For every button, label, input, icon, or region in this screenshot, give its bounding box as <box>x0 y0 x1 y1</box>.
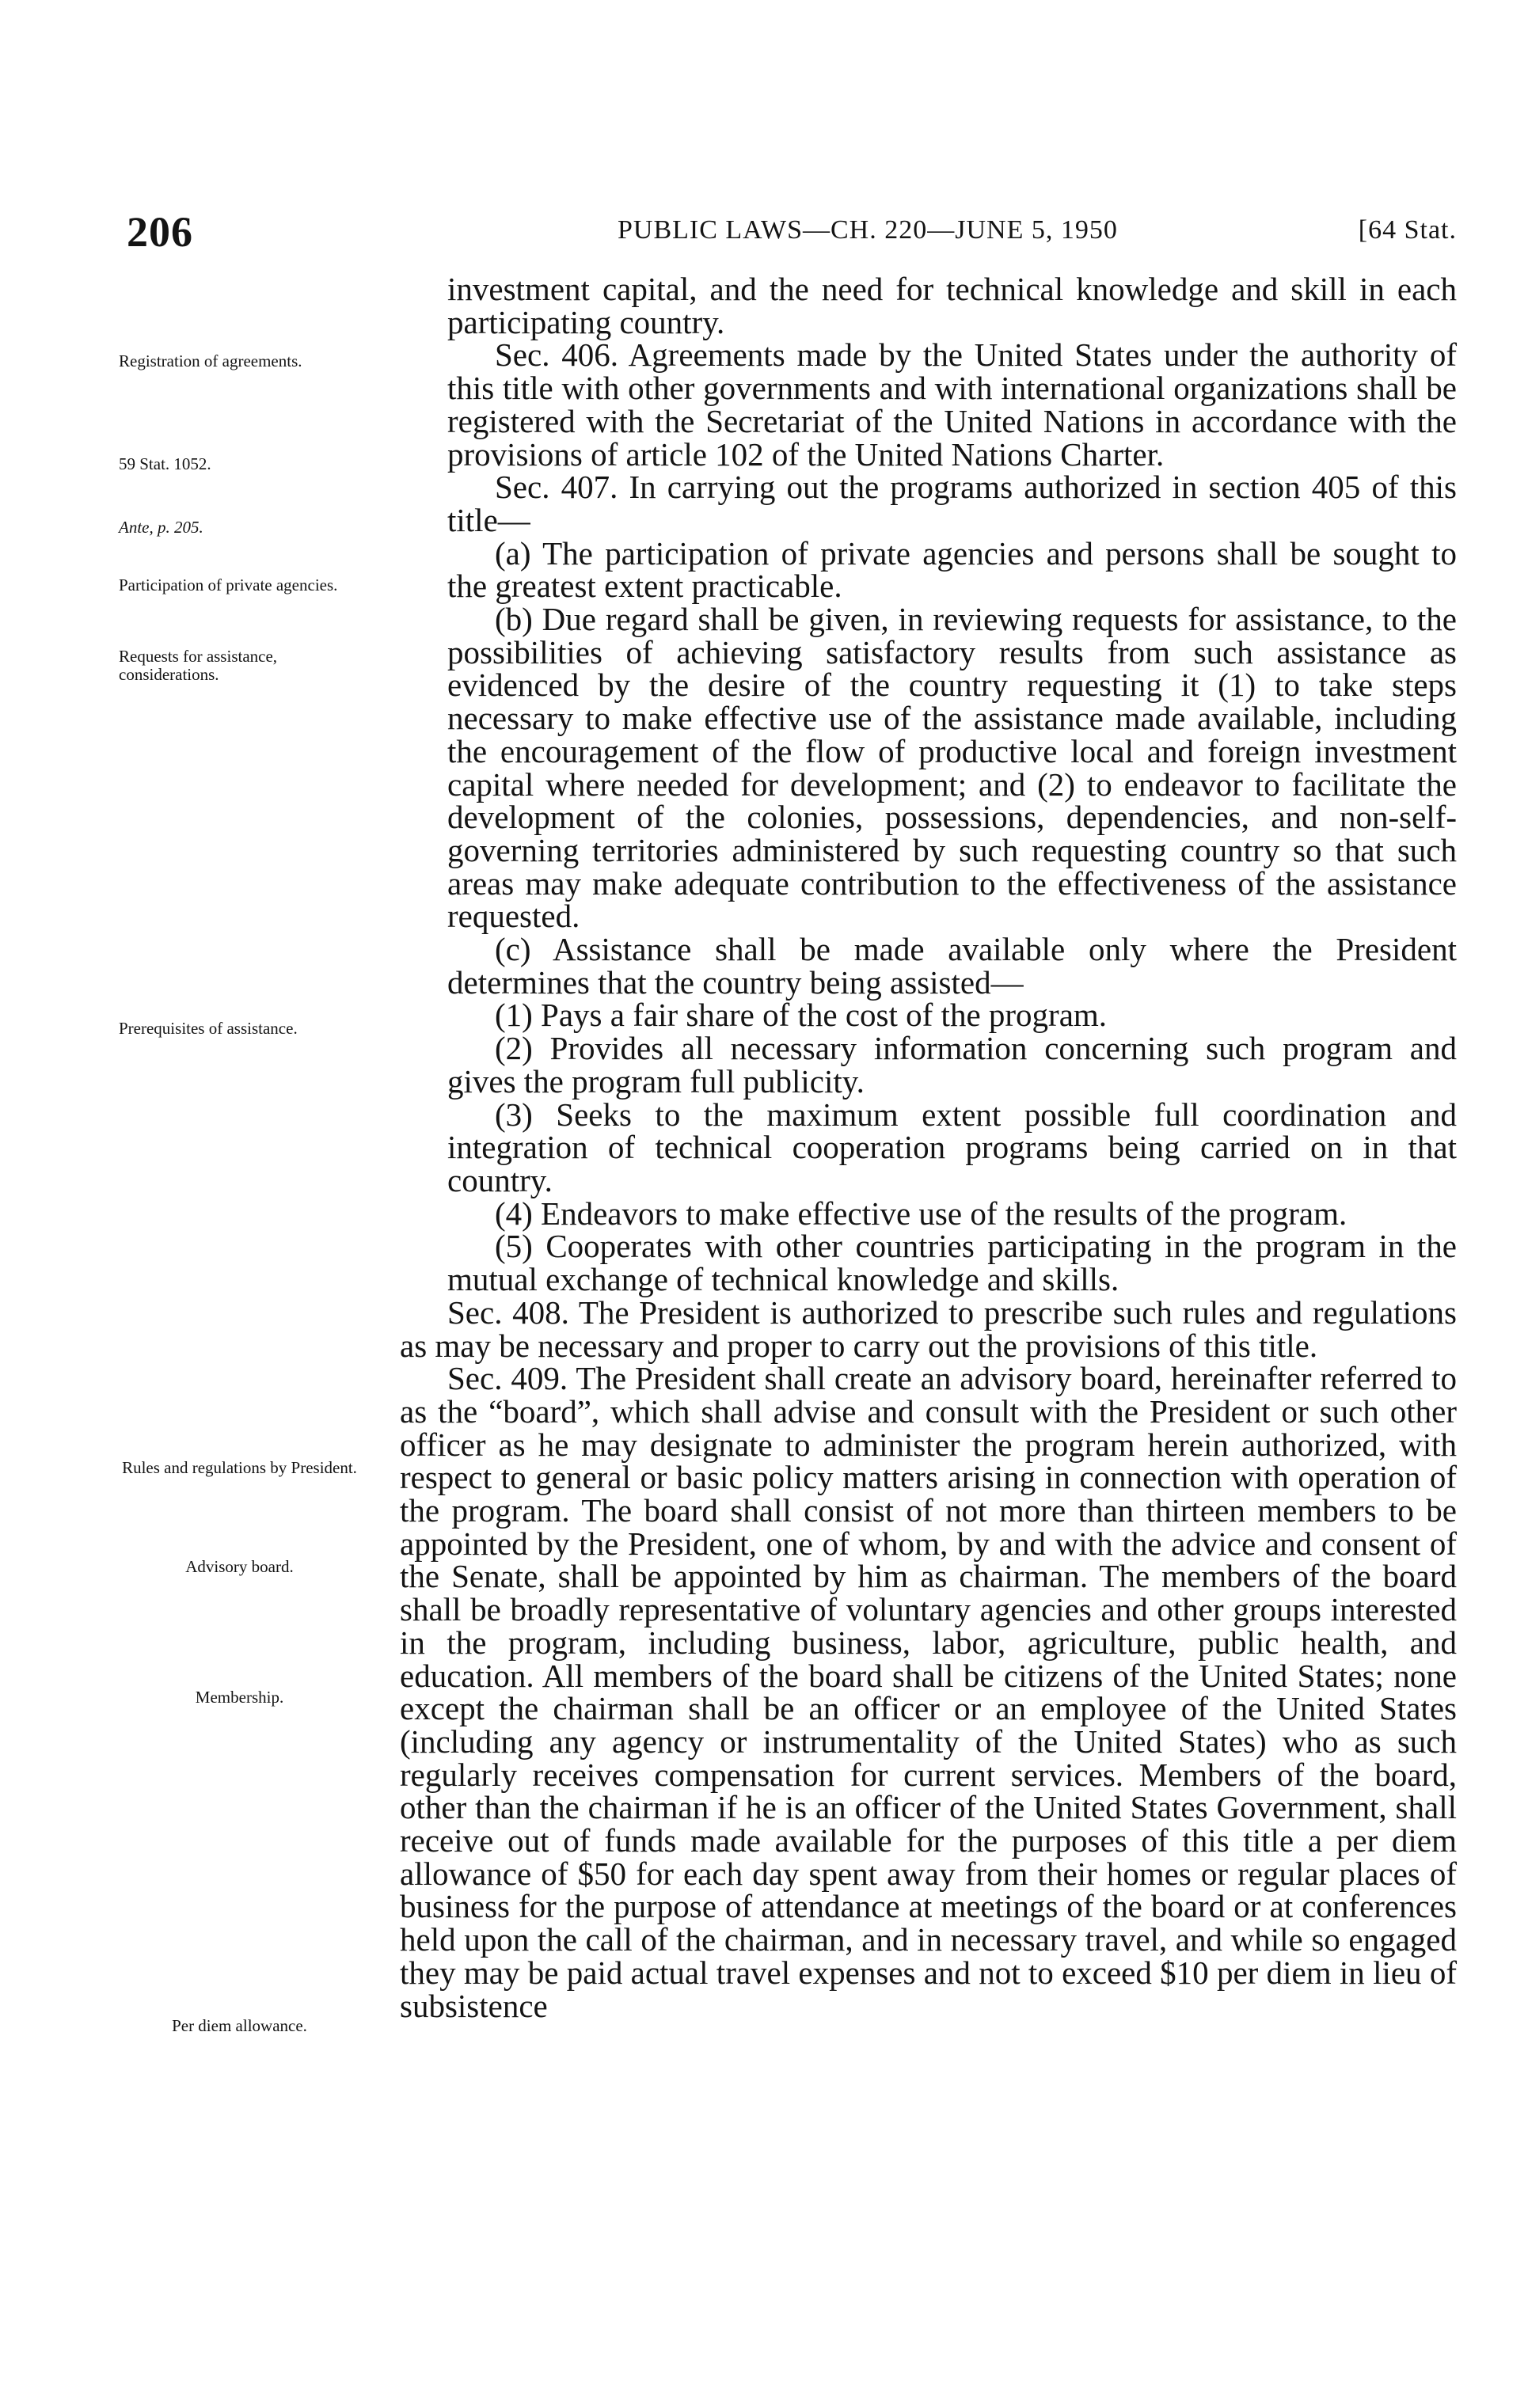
section-407-c-5: (5) Cooperates with other countries participating in the program in the mutual exchange of technical knowledge and skills. <box>447 1228 1457 1298</box>
margin-note-prerequisites: Prerequisites of assistance. <box>119 1019 298 1038</box>
section-407-c: (c) Assistance shall be made available only where the President determines that the country being assisted— <box>447 931 1457 1001</box>
margin-note-citation: 59 Stat. 1052. <box>119 454 211 473</box>
section-407-c-1: (1) Pays a fair share of the cost of the program. <box>495 997 1108 1034</box>
margin-note-membership: Membership. <box>195 1688 284 1707</box>
margin-note-ante: Ante, p. 205. <box>119 518 203 537</box>
margin-notes <box>119 0 360 2408</box>
running-head-title: PUBLIC LAWS—CH. 220—JUNE 5, 1950 <box>618 215 1118 245</box>
page-number: 206 <box>127 208 193 256</box>
section-409: Sec. 409. The President shall create an advisory board, hereinafter referred to as the “board”, which shall advise and consult with the President or such other officer as he may designate to administer the program herein authorized, with respect to general or basic policy matters arising in connection with operation of the program. The board shall consist of not more than thirteen members to be appointed by the President, one of whom, by and with the advice and consent of the Senate, shall be appointed by him as chairman. The members of the board shall be broadly representative of voluntary agencies and other groups interested in the program, including business, labor, agriculture, public health, and education. All members of the board shall be citizens of the United States; none except the chairman shall be an officer or an employee of the United States (including any agency or instrumentality of the United States) who as such regularly receives compensation for current services. Members of the board, other than the chairman if he is an officer of the United States Government, shall receive out of funds made available for the purposes of this title a per diem allowance of $50 for each day spent away from their homes or regular places of business for the purpose of attendance at meetings of the board or at conferences held upon the call of the chairman, and in necessary travel, and while so engaged they may be paid actual travel expenses and not to exceed $10 per diem in lieu of subsistence <box>400 1360 1457 2024</box>
margin-note-registration: Registration of agreements. <box>119 351 302 370</box>
margin-note-per-diem: Per diem allowance. <box>172 2016 307 2035</box>
statute-body <box>400 273 1457 2022</box>
section-408: Sec. 408. The President is authorized to prescribe such rules and regulations as may be necessary and proper to carry out the provisions of this title. <box>400 1293 1457 1364</box>
volume-reference: [64 Stat. <box>1358 215 1457 245</box>
section-407-a: (a) The participation of private agencies and persons shall be sought to the greatest extent practicable. <box>447 534 1457 605</box>
margin-note-advisory-board: Advisory board. <box>185 1557 294 1576</box>
section-407-b: (b) Due regard shall be given, in reviewing requests for assistance, to the possibilities of achieving satisfactory results from such assistance as evidenced by the desire of the country requesting it (1) to take steps necessary to make effective use of the assistance made available, including the encouragement of the flow of productive local and foreign investment capital where needed for development; and (2) to endeavor to facilitate the development of the colonies, possessions, dependencies, and non-self-governing territories administered by such requesting country so that such areas may make adequate contribution to the effectiveness of the assistance requested. <box>447 601 1457 935</box>
paragraph-continuation: investment capital, and the need for technical knowledge and skill in each participating country. <box>447 271 1457 340</box>
section-407: Sec. 407. In carrying out the programs authorized in section 405 of this title— <box>447 469 1457 538</box>
section-407-c-2: (2) Provides all necessary information concerning such program and gives the program full publicity. <box>447 1030 1457 1100</box>
section-406: Sec. 406. Agreements made by the United States under the authority of this title with other governments and with international organizations shall be registered with the Secretariat of the United Nations in accordance with the provisions of article 102 of the United Nations Charter. <box>447 336 1457 473</box>
margin-note-participation: Participation of private agencies. <box>119 575 338 594</box>
section-407-c-4: (4) Endeavors to make effective use of the results of the program. <box>495 1195 1347 1232</box>
margin-note-rules: Rules and regulations by President. <box>122 1458 357 1477</box>
margin-note-requests: Requests for assistance, considerations. <box>119 647 278 684</box>
section-407-c-3: (3) Seeks to the maximum extent possible full coordination and integration of technical cooperation programs being carried on in that country. <box>447 1096 1457 1198</box>
